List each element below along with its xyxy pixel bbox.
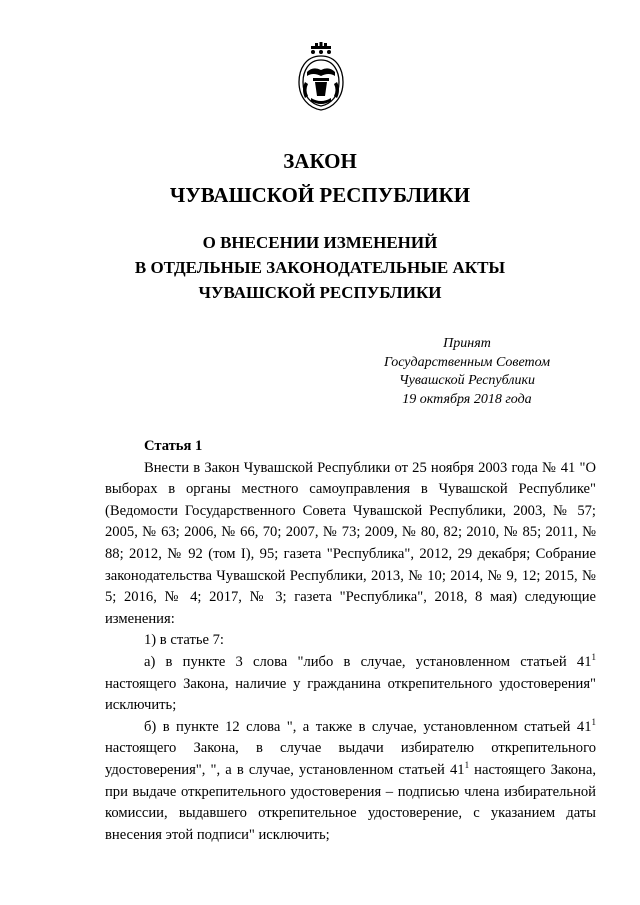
item-1: 1) в статье 7: [144, 632, 224, 649]
intro-paragraph: Внести в Закон Чувашской Республики от 25 ноября 2003 года № 41 "О выборах в органы местного самоуправления в Чувашской Республике" (Ведомости Государственного Совета Чувашской Республики, 2003, № 57; 2005, № 63; 2006, № 66, 70; 2007, № 73; 2009, № 80, 82; 2010, № 85; 2011, № 88; 2012, № 92 (том I), 95; газета "Республика", 2012, 29 декабря; Собрание законодательства Чувашской Республики, 2013, № 10; 2014, № 9, 12; 2015, № 5; 2016, № 4; 2017, № 3; газета "Республика", 2018, 8 мая) следующие изменения: [105, 459, 596, 627]
superscript: 1 [464, 760, 470, 771]
subject-line-2: В ОТДЕЛЬНЫЕ ЗАКОНОДАТЕЛЬНЫЕ АКТЫ [134, 258, 506, 277]
adoption-line: Государственным Советом [383, 354, 551, 370]
item-a [105, 652, 596, 717]
subject-line-3: ЧУВАШСКОЙ РЕСПУБЛИКИ [198, 283, 442, 302]
document-body [105, 436, 596, 846]
adoption-line: Принят [443, 336, 491, 351]
coat-of-arms-emblem [291, 42, 351, 112]
law-title: ЗАКОН [283, 149, 357, 173]
superscript: 1 [591, 652, 596, 663]
article-heading: Статья 1 [144, 438, 203, 454]
adoption-line: Чувашской Республики [399, 373, 535, 388]
item-a-text: а) в пункте 3 слова "либо в случае, установленном статьей 41 [144, 653, 592, 670]
item-b-text: настоящего Закона, при выдаче открепительного удостоверения – подписью члена избирательной комиссии, выдавшего открепительное удостоверение, с указанием даты внесения этой подписи" исключить; [105, 761, 596, 843]
item-b [105, 717, 596, 847]
superscript: 1 [591, 716, 596, 727]
item-a-text: настоящего Закона, наличие у гражданина открепительного удостоверения" исключить; [105, 675, 596, 714]
item-b-text: настоящего Закона, в случае выдачи избирателю открепительного удостоверения", ", а в случае, установленном статьей 41 [105, 740, 596, 778]
adoption-date: 19 октября 2018 года [402, 391, 532, 407]
item-b-text: б) в пункте 12 слова ", а также в случае, установленном статьей 41 [144, 718, 592, 735]
subject-line-1: О ВНЕСЕНИИ ИЗМЕНЕНИЙ [202, 233, 438, 252]
republic-title: ЧУВАШСКОЙ РЕСПУБЛИКИ [169, 183, 471, 207]
adoption-note [357, 335, 577, 409]
